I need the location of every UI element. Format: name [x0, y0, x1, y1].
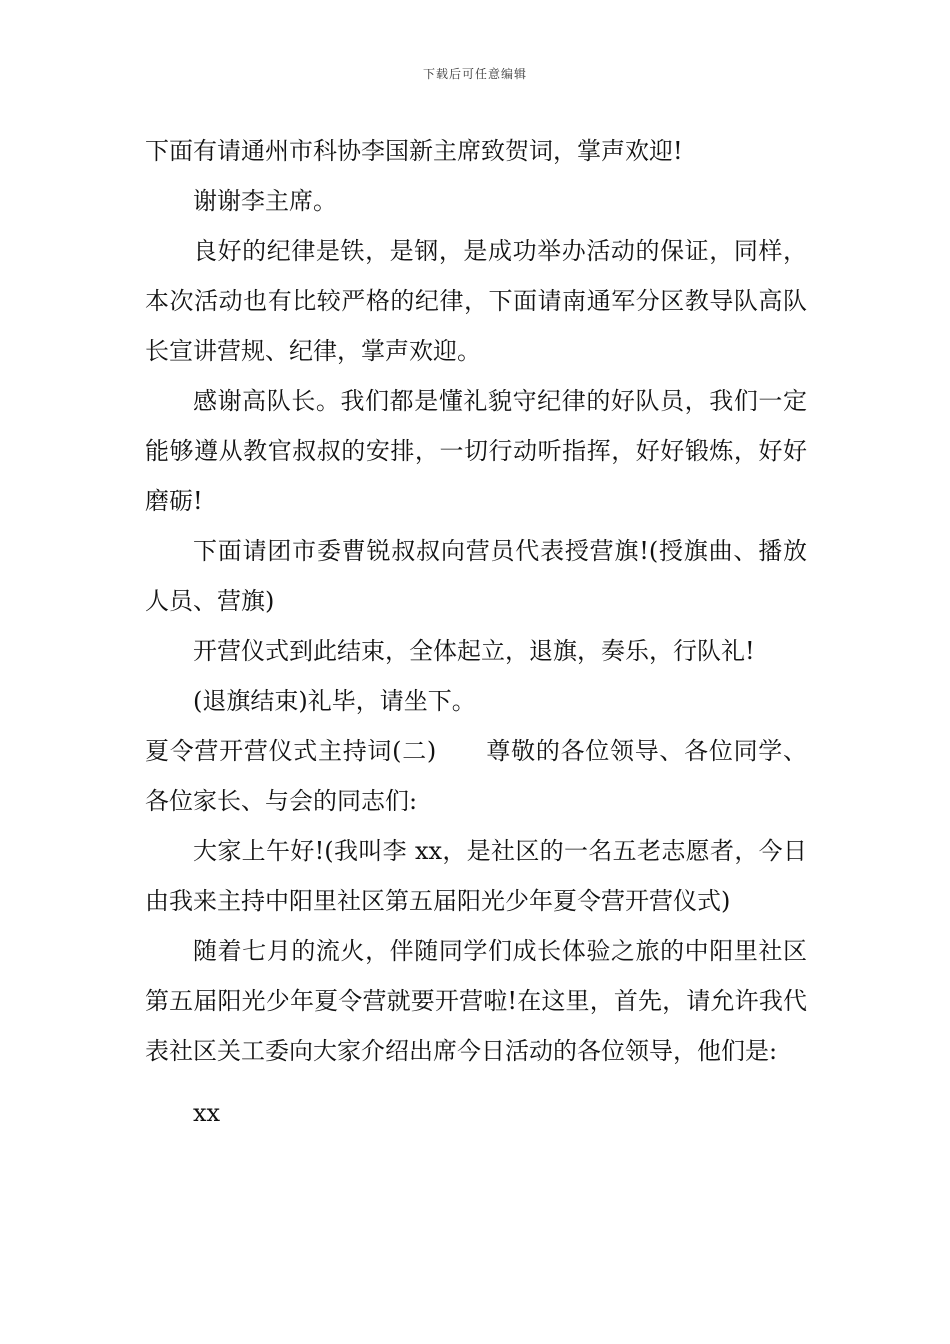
paragraph: xx	[193, 1099, 221, 1127]
page-header: 下载后可任意编辑	[422, 67, 527, 81]
paragraph: 大家上午好!(我叫李 xx，是社区的一名五老志愿者，今日由我来主持中阳里社区第五届阳光少年夏令营开营仪式)	[145, 837, 807, 915]
paragraph: 谢谢李主席。	[193, 187, 337, 215]
paragraph: 下面请团市委曹锐叔叔向营员代表授营旗!(授旗曲、播放人员、营旗)	[145, 537, 807, 615]
paragraph: 开营仪式到此结束，全体起立，退旗，奏乐，行队礼!	[193, 637, 755, 665]
paragraph: 随着七月的流火，伴随同学们成长体验之旅的中阳里社区第五届阳光少年夏令营就要开营啦!在这里，首先，请允许我代表社区关工委向大家介绍出席今日活动的各位领导，他们是:	[145, 937, 807, 1065]
paragraph: 感谢高队长。我们都是懂礼貌守纪律的好队员，我们一定能够遵从教官叔叔的安排，一切行动听指挥，好好锻炼，好好磨砺!	[145, 387, 807, 515]
section-heading-paragraph: 夏令营开营仪式主持词(二) 尊敬的各位领导、各位同学、各位家长、与会的同志们:	[145, 737, 807, 815]
document-body	[145, 126, 807, 1138]
paragraph: (退旗结束)礼毕，请坐下。	[193, 687, 476, 715]
paragraph: 良好的纪律是铁，是钢，是成功举办活动的保证，同样，本次活动也有比较严格的纪律，下面请南通军分区教导队高队长宣讲营规、纪律，掌声欢迎。	[145, 237, 807, 365]
paragraph: 下面有请通州市科协李国新主席致贺词，掌声欢迎!	[145, 137, 683, 165]
